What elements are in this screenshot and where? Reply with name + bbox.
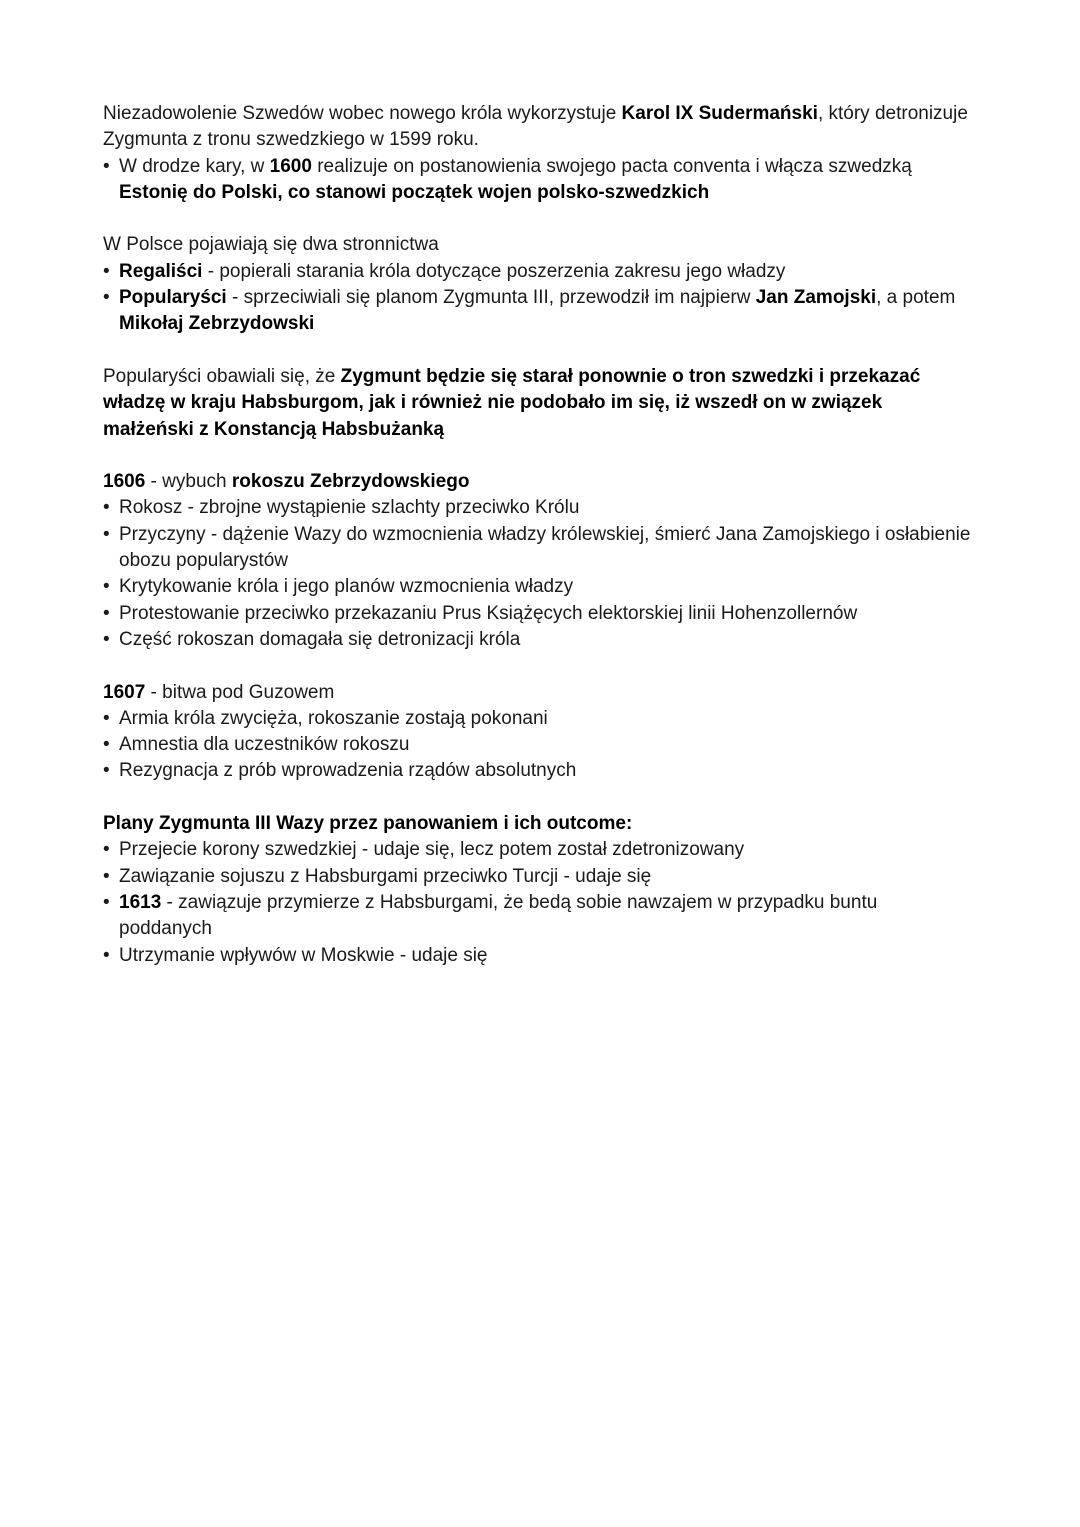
bold-text: Regaliści <box>119 260 203 282</box>
text-section <box>103 232 975 337</box>
text-run: Rezygnacja z prób wprowadzenia rządów absolutnych <box>119 760 577 782</box>
bold-text: Plany Zygmunta III Wazy przez panowaniem i ich outcome: <box>103 813 633 835</box>
text-run: - popierali starania króla dotyczące poszerzenia zakresu jego władzy <box>202 260 786 282</box>
text-section <box>103 811 975 969</box>
bold-text: Estonię do Polski, co stanowi początek wojen polsko-szwedzkich <box>119 181 710 203</box>
text-run: , a potem <box>876 287 956 309</box>
text-run: , który detronizuje Zygmunta z tronu szwedzkiego w 1599 roku. <box>103 103 968 151</box>
paragraph <box>103 469 975 495</box>
text-run: Przyczyny - dążenie Wazy do wzmocnienia władzy królewskiej, śmierć Jana Zamojskiego i osłabienie obozu popularystów <box>119 523 971 572</box>
text-run: Niezadowolenie Szwedów wobec nowego króla wykorzystuje <box>103 103 622 124</box>
bullet-item <box>103 601 975 627</box>
text-run: Krytykowanie króla i jego planów wzmocnienia władzy <box>119 576 574 598</box>
bullet-item <box>103 495 975 521</box>
bullet-item <box>103 758 975 784</box>
bold-text: 1607 <box>103 681 146 703</box>
text-run: Armia króla zwycięża, rokoszanie zostają pokonani <box>119 707 548 729</box>
text-run: Amnestia dla uczestników rokoszu <box>119 734 410 756</box>
bullet-item <box>103 259 975 285</box>
text-run: Część rokoszan domagała się detronizacji króla <box>119 628 521 650</box>
text-run: Zawiązanie sojuszu z Habsburgami przeciwko Turcji - udaje się <box>119 865 652 887</box>
bullet-item <box>103 522 975 575</box>
paragraph <box>103 680 975 706</box>
bold-text: Mikołaj Zebrzydowski <box>119 313 315 335</box>
document-page <box>103 101 975 995</box>
text-run: W Polsce pojawiają się dwa stronnictwa <box>103 234 439 256</box>
bullet-item <box>103 864 975 890</box>
text-run: - wybuch <box>145 471 232 493</box>
text-run: Protestowanie przeciwko przekazaniu Prus Książęcych elektorskiej linii Hohenzollernów <box>119 602 858 624</box>
text-run: - sprzeciwiali się planom Zygmunta III, przewodził im najpierw <box>226 287 756 309</box>
text-run: Rokosz - zbrojne wystąpienie szlachty przeciwko Królu <box>119 497 580 519</box>
text-run: Utrzymanie wpływów w Moskwie - udaje się <box>119 944 488 966</box>
bold-text: 1600 <box>269 155 312 177</box>
text-run: Popularyści obawiali się, że <box>103 365 341 387</box>
bullet-item <box>103 890 975 943</box>
text-section <box>103 680 975 785</box>
bold-text: Jan Zamojski <box>755 287 877 309</box>
text-run: realizuje on postanowienia swojego pacta conventa i włącza szwedzką <box>311 155 912 177</box>
bullet-item <box>103 706 975 732</box>
bullet-item <box>103 285 975 338</box>
bold-text: 1606 <box>103 471 146 493</box>
bold-text: Popularyści <box>119 287 227 309</box>
bold-text: rokoszu Zebrzydowskiego <box>231 471 470 493</box>
paragraph <box>103 811 975 837</box>
bold-text: 1613 <box>119 891 162 913</box>
bullet-item <box>103 574 975 600</box>
text-run: - zawiązuje przymierze z Habsburgami, że bedą sobie nawzajem w przypadku buntu poddanych <box>119 891 878 940</box>
bullet-item <box>103 943 975 969</box>
bullet-item <box>103 154 975 207</box>
text-section <box>103 101 975 206</box>
bullet-item <box>103 627 975 653</box>
bold-text: Karol IX Sudermański <box>621 103 818 124</box>
paragraph <box>103 364 975 443</box>
paragraph <box>103 101 975 154</box>
text-run: - bitwa pod Guzowem <box>145 681 335 703</box>
text-run: Przejecie korony szwedzkiej - udaje się, lecz potem został zdetronizowany <box>119 839 745 861</box>
text-section <box>103 364 975 443</box>
paragraph <box>103 232 975 258</box>
bullet-item <box>103 732 975 758</box>
bullet-item <box>103 837 975 863</box>
text-run: W drodze kary, w <box>119 155 270 177</box>
bold-text: Zygmunt będzie się starał ponownie o tron szwedzki i przekazać władzę w kraju Habsburgom, jak i również nie podobało im się, iż wszedł on w związek małżeński z Konstancją Habsbużanką <box>103 365 921 440</box>
text-section <box>103 469 975 653</box>
